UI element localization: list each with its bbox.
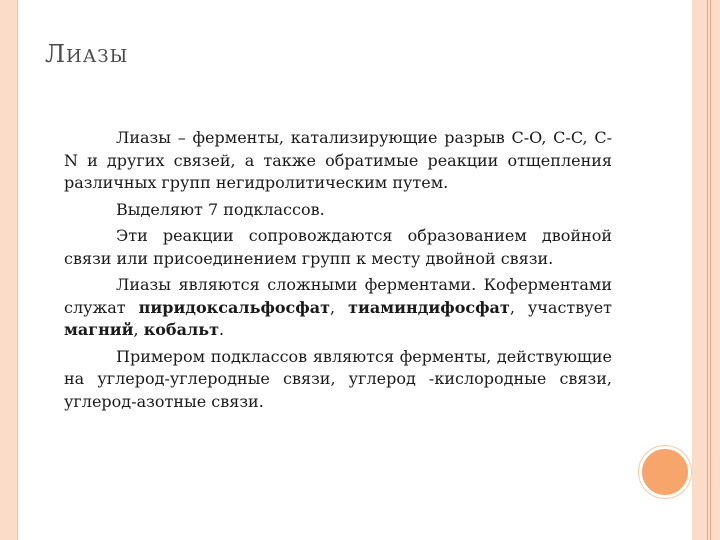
slide-title [45, 40, 128, 68]
cofactors-text-1: Лиазы являются сложными ферментами. Коферментами служат [64, 275, 612, 317]
paragraph-definition: Лиазы – ферменты, катализирующие разрыв C-O, C-C, C-N и других связей, а также обратимые реакции отщепления различных групп негидролитическим путем. [64, 128, 612, 192]
left-frame-decoration [0, 0, 18, 540]
slide-title-rest: ИАЗЫ [66, 46, 129, 67]
cofactors-text-5: . [219, 320, 225, 339]
paragraph-reactions: Эти реакции сопровождаются образованием двойной связи или присоединением групп к месту двойной связи. [64, 226, 612, 268]
paragraph-examples: Примером подклассов являются ферменты, действующие на углерод-углеродные связи, углерод -кислородные связи, углерод-азотные связи. [64, 346, 612, 411]
cofactor-magnesium: магний [64, 320, 134, 339]
cofactors-text-3: , участвует [509, 297, 613, 317]
cofactors-text-2: , [330, 297, 349, 317]
right-frame-line-inner [710, 0, 711, 540]
paragraph-subclasses: Выделяют 7 подклассов. [116, 199, 325, 219]
decorative-circle [639, 446, 691, 498]
cofactors-text-4: , [133, 320, 144, 339]
cofactor-thiamine-diphosphate: тиаминдифосфат [348, 297, 510, 317]
paragraph-cofactors [64, 274, 612, 342]
right-frame-decoration [692, 0, 720, 540]
right-frame-line [707, 0, 708, 540]
slide-title-initial: Л [45, 40, 67, 68]
cofactor-pyridoxal-phosphate: пиридоксальфосфат [138, 297, 330, 317]
cofactor-cobalt: кобальт [143, 320, 220, 339]
slide-body [64, 127, 612, 417]
